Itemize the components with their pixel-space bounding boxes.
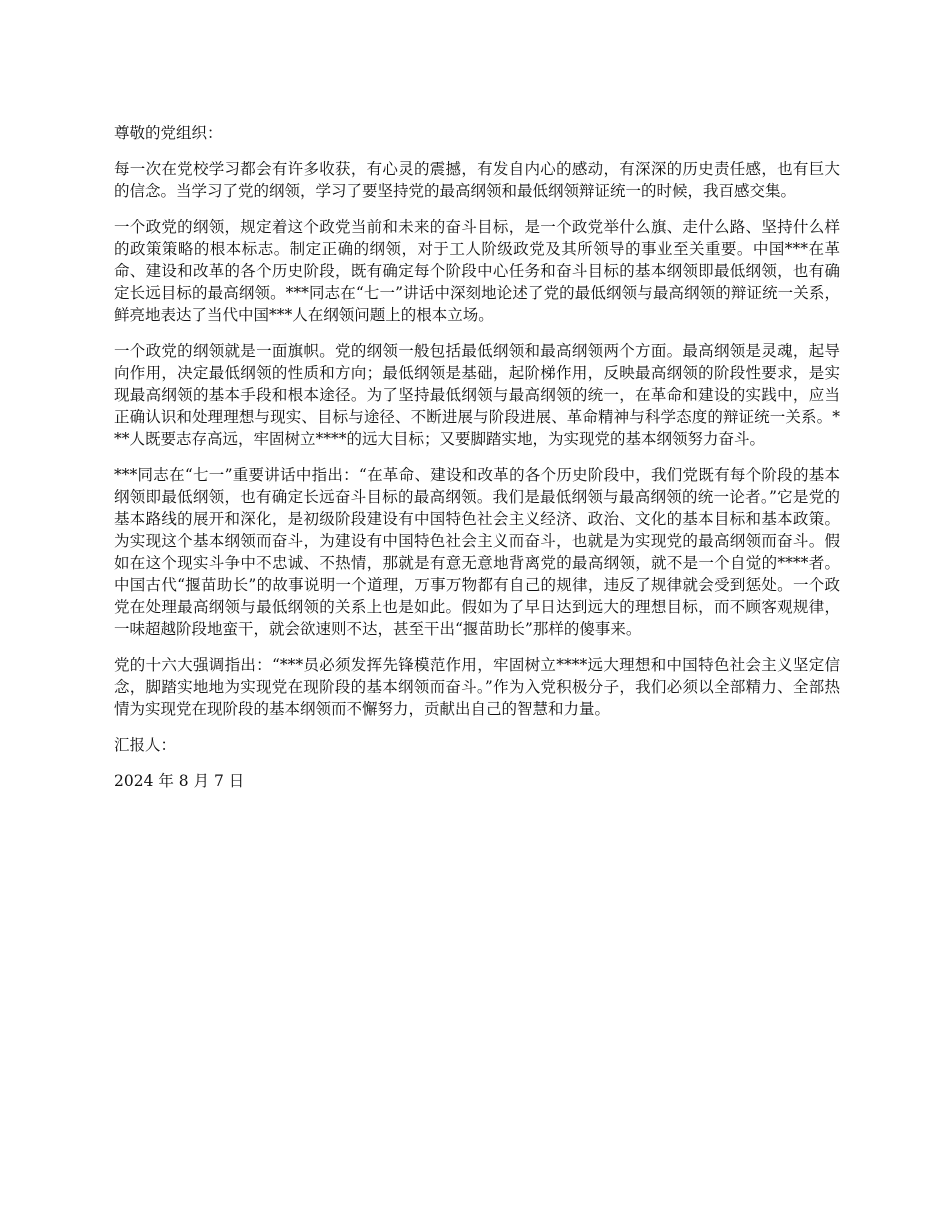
paragraph-5: 党的十六大强调指出：“***员必须发挥先锋模范作用，牢固树立****远大理想和中国特色社会主义坚定信念，脚踏实地地为实现党在现阶段的基本纲领而奋斗。”作为入党积极分子，我们必须以全部精力、全部热情为实现党在现阶段的基本纲领而不懈努力，贡献出自己的智慧和力量。	[114, 656, 840, 718]
paragraph-1: 每一次在党校学习都会有许多收获，有心灵的震撼，有发自内心的感动，有深深的历史责任感，也有巨大的信念。当学习了党的纲领，学习了要坚持党的最高纲领和最低纲领辩证统一的时候，我百感交集。	[114, 160, 840, 200]
salutation: 尊敬的党组织：	[114, 124, 223, 142]
letter-document	[114, 122, 840, 806]
paragraph-3: 一个政党的纲领就是一面旗帜。党的纲领一般包括最低纲领和最高纲领两个方面。最高纲领是灵魂，起导向作用，决定最低纲领的性质和方向；最低纲领是基础，起阶梯作用，反映最高纲领的阶段性要求，是实现最高纲领的基本手段和根本途径。为了坚持最低纲领与最高纲领的统一，在革命和建设的实践中，应当正确认识和处理理想与现实、目标与途径、不断进展与阶段进展、革命精神与科学态度的辩证统一关系。***人既要志存高远，牢固树立****的远大目标；又要脚踏实地，为实现党的基本纲领努力奋斗。	[114, 342, 840, 448]
paragraph-2: 一个政党的纲领，规定着这个政党当前和未来的奋斗目标，是一个政党举什么旗、走什么路、坚持什么样的政策策略的根本标志。制定正确的纲领，对于工人阶级政党及其所领导的事业至关重要。中国***在革命、建设和改革的各个历史阶段，既有确定每个阶段中心任务和奋斗目标的基本纲领即最低纲领，也有确定长远目标的最高纲领。***同志在“七一”讲话中深刻地论述了党的最低纲领与最高纲领的辩证统一关系，鲜亮地表达了当代中国***人在纲领问题上的根本立场。	[114, 218, 840, 324]
paragraph-4: ***同志在“七一”重要讲话中指出：“在革命、建设和改革的各个历史阶段中，我们党既有每个阶段的基本纲领即最低纲领，也有确定长远奋斗目标的最高纲领。我们是最低纲领与最高纲领的统一论者。”它是党的基本路线的展开和深化，是初级阶段建设有中国特色社会主义经济、政治、文化的基本目标和基本政策。为实现这个基本纲领而奋斗，为建设有中国特色社会主义而奋斗，也就是为实现党的最高纲领而奋斗。假如在这个现实斗争中不忠诚、不热情，那就是有意无意地背离党的最高纲领，就不是一个自觉的****者。 中国古代“揠苗助长”的故事说明一个道理，万事万物都有自己的规律，违反了规律就会受到惩处。一个政党在处理最高纲领与最低纲领的关系上也是如此。假如为了早日达到远大的理想目标，而不顾客观规律，一味超越阶段地蛮干，就会欲速则不达，甚至干出“揠苗助长”那样的傻事来。	[114, 466, 840, 638]
reporter-label: 汇报人：	[114, 736, 177, 754]
letter-date: 2024 年 8 月 7 日	[114, 772, 245, 790]
